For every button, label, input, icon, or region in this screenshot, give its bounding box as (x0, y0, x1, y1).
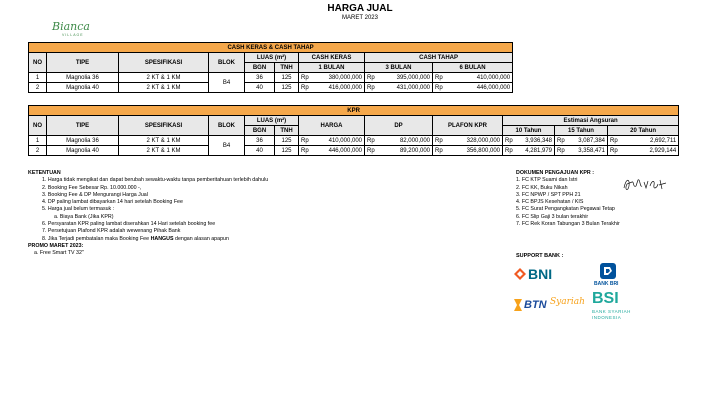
table-row (29, 83, 513, 93)
cell-rp: Rp (433, 83, 443, 93)
support-title: SUPPORT BANK : (516, 253, 564, 259)
cell-no: 1 (29, 73, 47, 83)
kpr-hdr-15: 15 Tahun (555, 126, 608, 136)
cash-hdr-blok: BLOK (209, 53, 245, 73)
cell-blok: B4 (209, 73, 245, 93)
btn-syariah-text: Syariah (550, 297, 585, 307)
dokumen-item: 7. FC Rek Koran Tabungan 3 Bulan Terakhir (516, 221, 620, 228)
cell-a10: 4,281,979 (513, 146, 555, 156)
cash-hdr-tipe: TIPE (47, 53, 119, 73)
ketentuan-section (28, 170, 268, 258)
cell-spesifikasi: 2 KT & 1 KM (119, 146, 209, 156)
cash-hdr-keras: CASH KERAS (299, 53, 365, 63)
dokumen-item: 4. FC BPJS Kesehatan / KIS (516, 199, 584, 206)
bsi-sub2: INDONESIA (592, 315, 622, 320)
cell-a20: 2,929,144 (618, 146, 679, 156)
cell-a20: 2,692,711 (618, 136, 679, 146)
cell-keras: 380,000,000 (309, 73, 365, 83)
bianca-logo (52, 20, 100, 42)
cell-blok: B4 (209, 136, 245, 156)
ketentuan-title: KETENTUAN (28, 170, 61, 176)
btn-mark-icon (514, 299, 522, 311)
kpr-hdr-harga: HARGA (299, 116, 365, 136)
kpr-hdr-dp: DP (365, 116, 433, 136)
cell-rp: Rp (608, 146, 618, 156)
kpr-table (28, 105, 679, 156)
cell-plafon: 328,000,000 (443, 136, 503, 146)
cell-rp: Rp (433, 146, 443, 156)
bni-mark-icon (514, 268, 526, 280)
bsi-text: BSI (592, 290, 619, 307)
bni-logo (514, 266, 574, 282)
cell-tahap3: 395,000,000 (375, 73, 433, 83)
cell-rp: Rp (299, 73, 309, 83)
cell-tnh: 125 (275, 146, 299, 156)
kpr-hdr-no: NO (29, 116, 47, 136)
cell-keras: 416,000,000 (309, 83, 365, 93)
cash-section-title: CASH KERAS & CASH TAHAP (29, 43, 513, 53)
cell-a15: 3,358,471 (565, 146, 608, 156)
dokumen-title: DOKUMEN PENGAJUAN KPR : (516, 170, 594, 176)
cell-a10: 3,936,348 (513, 136, 555, 146)
kpr-hdr-tipe: TIPE (47, 116, 119, 136)
bsi-sub1: BANK SYARIAH (592, 309, 631, 314)
dokumen-item: 2. FC KK, Buku Nikah (516, 184, 568, 191)
cell-rp: Rp (299, 83, 309, 93)
cash-hdr-tahap3: 3 BULAN (365, 63, 433, 73)
kpr-section-title: KPR (29, 106, 679, 116)
logo-word: Bianca (52, 20, 90, 33)
cell-rp: Rp (608, 136, 618, 146)
kpr-hdr-tnh: TNH (275, 126, 299, 136)
cash-table (28, 42, 513, 93)
item8-pre: 8. Jika Terjadi pembatalan maka Booking Fee (42, 235, 151, 242)
kpr-hdr-10: 10 Tahun (503, 126, 555, 136)
cell-a15: 3,087,384 (565, 136, 608, 146)
cell-harga: 410,000,000 (309, 136, 365, 146)
kpr-hdr-angsuran: Estimasi Angsuran (503, 116, 679, 126)
ketentuan-item-8 (28, 236, 268, 243)
dokumen-item: 3. FC NPWP / SPT PPH 21 (516, 191, 581, 198)
cash-hdr-no: NO (29, 53, 47, 73)
dokumen-item: 1. FC KTP Suami dan Istri (516, 177, 578, 184)
ketentuan-item: 3. Booking Fee & DP Mengurangi Harga Jual (42, 191, 148, 198)
ketentuan-item: 7. Persetujuan Plafond KPR adalah wewenang Pihak Bank (42, 228, 181, 235)
cell-spesifikasi: 2 KT & 1 KM (119, 73, 209, 83)
table-row (29, 136, 679, 146)
promo-item: a. Free Smart TV 32" (34, 250, 84, 257)
ketentuan-sub-item: a. Biaya Bank (Jika KPR) (54, 213, 114, 220)
kpr-hdr-spesifikasi: SPESIFIKASI (119, 116, 209, 136)
cell-rp: Rp (555, 136, 565, 146)
cell-harga: 446,000,000 (309, 146, 365, 156)
cell-rp: Rp (433, 73, 443, 83)
cash-hdr-tahap6: 6 BULAN (433, 63, 513, 73)
cell-rp: Rp (503, 146, 513, 156)
cell-rp: Rp (503, 136, 513, 146)
btn-text: BTN (524, 299, 547, 311)
cash-hdr-spesifikasi: SPESIFIKASI (119, 53, 209, 73)
dokumen-item: 6. FC Slip Gaji 3 bulan terakhir (516, 213, 589, 220)
ketentuan-item: 4. DP paling lambat dibayarkan 14 hari setelah Booking Fee (42, 199, 183, 206)
ketentuan-item: 5. Harga jual belum termasuk : (42, 206, 115, 213)
cell-bgn: 40 (245, 83, 275, 93)
cell-rp: Rp (433, 136, 443, 146)
cell-tipe: Magnolia 36 (47, 73, 119, 83)
btn-syariah-logo (514, 296, 584, 316)
item8-post: dengan alasan apapun (173, 235, 229, 242)
bri-mark-icon (600, 263, 616, 279)
logo-sub: VILLAGE (62, 33, 84, 37)
cell-rp: Rp (365, 136, 375, 146)
signature-icon (622, 176, 668, 194)
cell-spesifikasi: 2 KT & 1 KM (119, 83, 209, 93)
cell-tahap6: 410,000,000 (443, 73, 513, 83)
bri-logo (590, 263, 630, 291)
cell-rp: Rp (299, 136, 309, 146)
cash-hdr-tnh: TNH (275, 63, 299, 73)
dokumen-item: 5. FC Surat Pengangkatan Pegawai Tetap (516, 206, 615, 213)
kpr-hdr-plafon: PLAFON KPR (433, 116, 503, 136)
cell-rp: Rp (299, 146, 309, 156)
page-subtitle: MARET 2023 (342, 15, 378, 21)
kpr-hdr-luas: LUAS (m²) (245, 116, 299, 126)
cell-tnh: 125 (275, 83, 299, 93)
table-row (29, 146, 679, 156)
kpr-hdr-bgn: BGN (245, 126, 275, 136)
cell-tipe: Magnolia 36 (47, 136, 119, 146)
item8-bold: HANGUS (150, 235, 174, 242)
table-row (29, 73, 513, 83)
promo-title: PROMO MARET 2023: (28, 242, 84, 249)
cash-hdr-tahap: CASH TAHAP (365, 53, 513, 63)
cell-no: 2 (29, 146, 47, 156)
ketentuan-item: 6. Persyaratan KPR paling lambat diserahkan 14 Hari setelah booking fee (42, 221, 216, 228)
cell-dp: 82,000,000 (375, 136, 433, 146)
cell-rp: Rp (365, 146, 375, 156)
kpr-hdr-blok: BLOK (209, 116, 245, 136)
cell-no: 2 (29, 83, 47, 93)
cell-dp: 89,200,000 (375, 146, 433, 156)
dokumen-section (516, 170, 620, 228)
cell-no: 1 (29, 136, 47, 146)
cell-bgn: 36 (245, 73, 275, 83)
cash-hdr-bgn: BGN (245, 63, 275, 73)
cell-rp: Rp (555, 146, 565, 156)
cell-plafon: 356,800,000 (443, 146, 503, 156)
page-title: HARGA JUAL (327, 3, 393, 14)
cell-bgn: 40 (245, 146, 275, 156)
cell-tipe: Magnolia 40 (47, 83, 119, 93)
cell-tnh: 125 (275, 136, 299, 146)
cell-rp: Rp (365, 73, 375, 83)
bsi-logo (592, 290, 642, 322)
cash-hdr-luas: LUAS (m²) (245, 53, 299, 63)
cell-bgn: 36 (245, 136, 275, 146)
cash-hdr-keras-sub: 1 BULAN (299, 63, 365, 73)
bni-text: BNI (528, 266, 553, 282)
cell-tnh: 125 (275, 73, 299, 83)
cell-tipe: Magnolia 40 (47, 146, 119, 156)
ketentuan-item: 1. Harga tidak mengikat dan dapat berubah sewaktu-waktu tanpa pemberitahuan terlebih dahulu (42, 177, 269, 184)
ketentuan-item: 2. Booking Fee Sebesar Rp. 10.000.000 -, (42, 184, 142, 191)
cell-tahap6: 446,000,000 (443, 83, 513, 93)
kpr-hdr-20: 20 Tahun (608, 126, 679, 136)
cell-tahap3: 431,000,000 (375, 83, 433, 93)
bri-text: BANK BRI (594, 281, 619, 287)
cell-rp: Rp (365, 83, 375, 93)
cell-spesifikasi: 2 KT & 1 KM (119, 136, 209, 146)
